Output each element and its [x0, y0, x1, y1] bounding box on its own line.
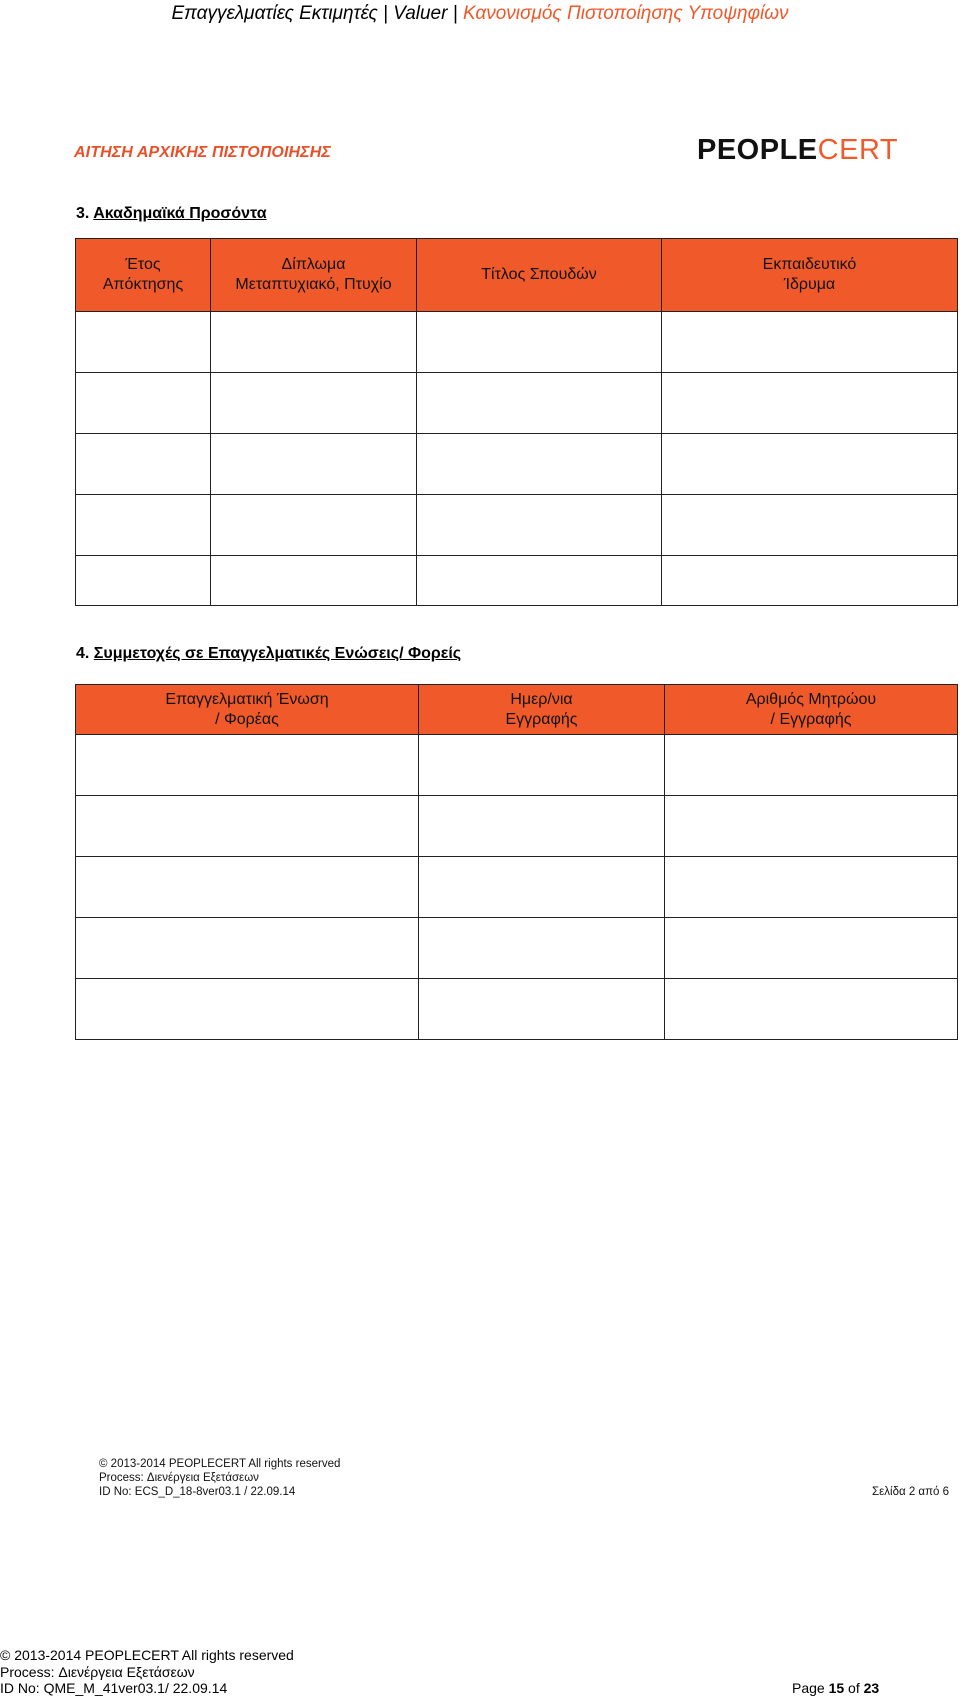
table-header-row: [76, 685, 958, 735]
form-input-cell[interactable]: [76, 373, 211, 434]
form-input-cell[interactable]: [211, 312, 417, 373]
table-row: [76, 918, 958, 979]
form-input-cell[interactable]: [419, 979, 665, 1040]
professional-associations-table: [75, 684, 958, 1040]
form-input-cell[interactable]: [211, 556, 417, 606]
form-input-cell[interactable]: [662, 556, 958, 606]
form-input-cell[interactable]: [211, 434, 417, 495]
form-input-cell[interactable]: [665, 735, 958, 796]
form-input-cell[interactable]: [76, 495, 211, 556]
footer-page-number: [792, 1680, 879, 1697]
form-input-cell[interactable]: [662, 434, 958, 495]
page-prefix: Page: [792, 1680, 829, 1696]
form-title: ΑΙΤΗΣΗ ΑΡΧΙΚΗΣ ΠΙΣΤΟΠΟΙΗΣΗΣ: [74, 144, 331, 161]
running-header-subtitle: Κανονισμός Πιστοποίησης Υποψηφίων: [462, 3, 789, 24]
logo-people: PEOPLE: [697, 134, 818, 166]
form-input-cell[interactable]: [665, 918, 958, 979]
form-input-cell[interactable]: [662, 495, 958, 556]
page-mid: of: [844, 1680, 864, 1696]
running-header-title: Επαγγελματίες Εκτιμητές | Valuer |: [171, 3, 463, 24]
table-row: [76, 796, 958, 857]
page-current: 15: [828, 1680, 845, 1696]
form-input-cell[interactable]: [76, 796, 419, 857]
table-row: [76, 373, 958, 434]
section3-number: 3.: [76, 205, 94, 222]
footer-id: ID No: QME_M_41ver03.1/ 22.09.14: [0, 1680, 228, 1696]
col-year-obtained: Έτος Απόκτησης: [76, 239, 211, 312]
section4-title: Συμμετοχές σε Επαγγελματικές Ενώσεις/ Φορείς: [93, 645, 462, 662]
form-input-cell[interactable]: [76, 735, 419, 796]
form-input-cell[interactable]: [665, 979, 958, 1040]
form-input-cell[interactable]: [76, 556, 211, 606]
section3-title: Ακαδημαϊκά Προσόντα: [93, 205, 267, 222]
section3-heading: [76, 205, 267, 223]
page-footer: [0, 1647, 900, 1697]
section4-heading: [76, 645, 461, 663]
table-row: [76, 495, 958, 556]
form-input-cell[interactable]: [76, 918, 419, 979]
col-registration-number: Αριθμός Μητρώου / Εγγραφής: [665, 685, 958, 735]
table-header-row: [76, 239, 958, 312]
form-input-cell[interactable]: [417, 434, 662, 495]
form-input-cell[interactable]: [76, 312, 211, 373]
col-registration-date: Ημερ/νια Εγγραφής: [419, 685, 665, 735]
form-input-cell[interactable]: [417, 495, 662, 556]
form-input-cell[interactable]: [419, 796, 665, 857]
form-input-cell[interactable]: [665, 857, 958, 918]
logo-cert: CERT: [817, 134, 899, 166]
col-degree-type: Δίπλωμα Μεταπτυχιακό, Πτυχίο: [211, 239, 417, 312]
footer-process: Process: Διενέργεια Εξετάσεων: [0, 1663, 195, 1680]
form-input-cell[interactable]: [76, 979, 419, 1040]
form-input-cell[interactable]: [417, 312, 662, 373]
section4-number: 4.: [76, 645, 94, 662]
table-row: [76, 434, 958, 495]
form-input-cell[interactable]: [417, 556, 662, 606]
inner-footer-copyright: © 2013-2014 PEOPLECERT All rights reserved: [99, 1458, 341, 1470]
form-input-cell[interactable]: [662, 373, 958, 434]
running-header: [0, 2, 960, 26]
inner-page-footer: [99, 1457, 949, 1499]
page-total: 23: [863, 1680, 880, 1696]
inner-footer-process: Process: Διενέργεια Εξετάσεων: [99, 1472, 259, 1484]
form-input-cell[interactable]: [211, 373, 417, 434]
form-input-cell[interactable]: [76, 434, 211, 495]
inner-footer-id: ID No: ECS_D_18-8ver03.1 / 22.09.14: [99, 1486, 296, 1498]
form-input-cell[interactable]: [665, 796, 958, 857]
table-row: [76, 735, 958, 796]
footer-copyright: © 2013-2014 PEOPLECERT All rights reserved: [0, 1647, 294, 1663]
peoplecert-logo: [697, 134, 898, 166]
inner-footer-page: Σελίδα 2 από 6: [872, 1486, 949, 1498]
col-degree-title: Τίτλος Σπουδών: [417, 239, 662, 312]
form-input-cell[interactable]: [419, 857, 665, 918]
table-row: [76, 312, 958, 373]
form-input-cell[interactable]: [419, 918, 665, 979]
academic-qualifications-table: [75, 238, 958, 606]
table-row: [76, 979, 958, 1040]
form-input-cell[interactable]: [211, 495, 417, 556]
col-institution: Εκπαιδευτικό Ίδρυμα: [662, 239, 958, 312]
form-input-cell[interactable]: [662, 312, 958, 373]
table-row: [76, 556, 958, 606]
form-input-cell[interactable]: [417, 373, 662, 434]
form-input-cell[interactable]: [419, 735, 665, 796]
col-association: Επαγγελματική Ένωση / Φορέας: [76, 685, 419, 735]
table-row: [76, 857, 958, 918]
form-input-cell[interactable]: [76, 857, 419, 918]
